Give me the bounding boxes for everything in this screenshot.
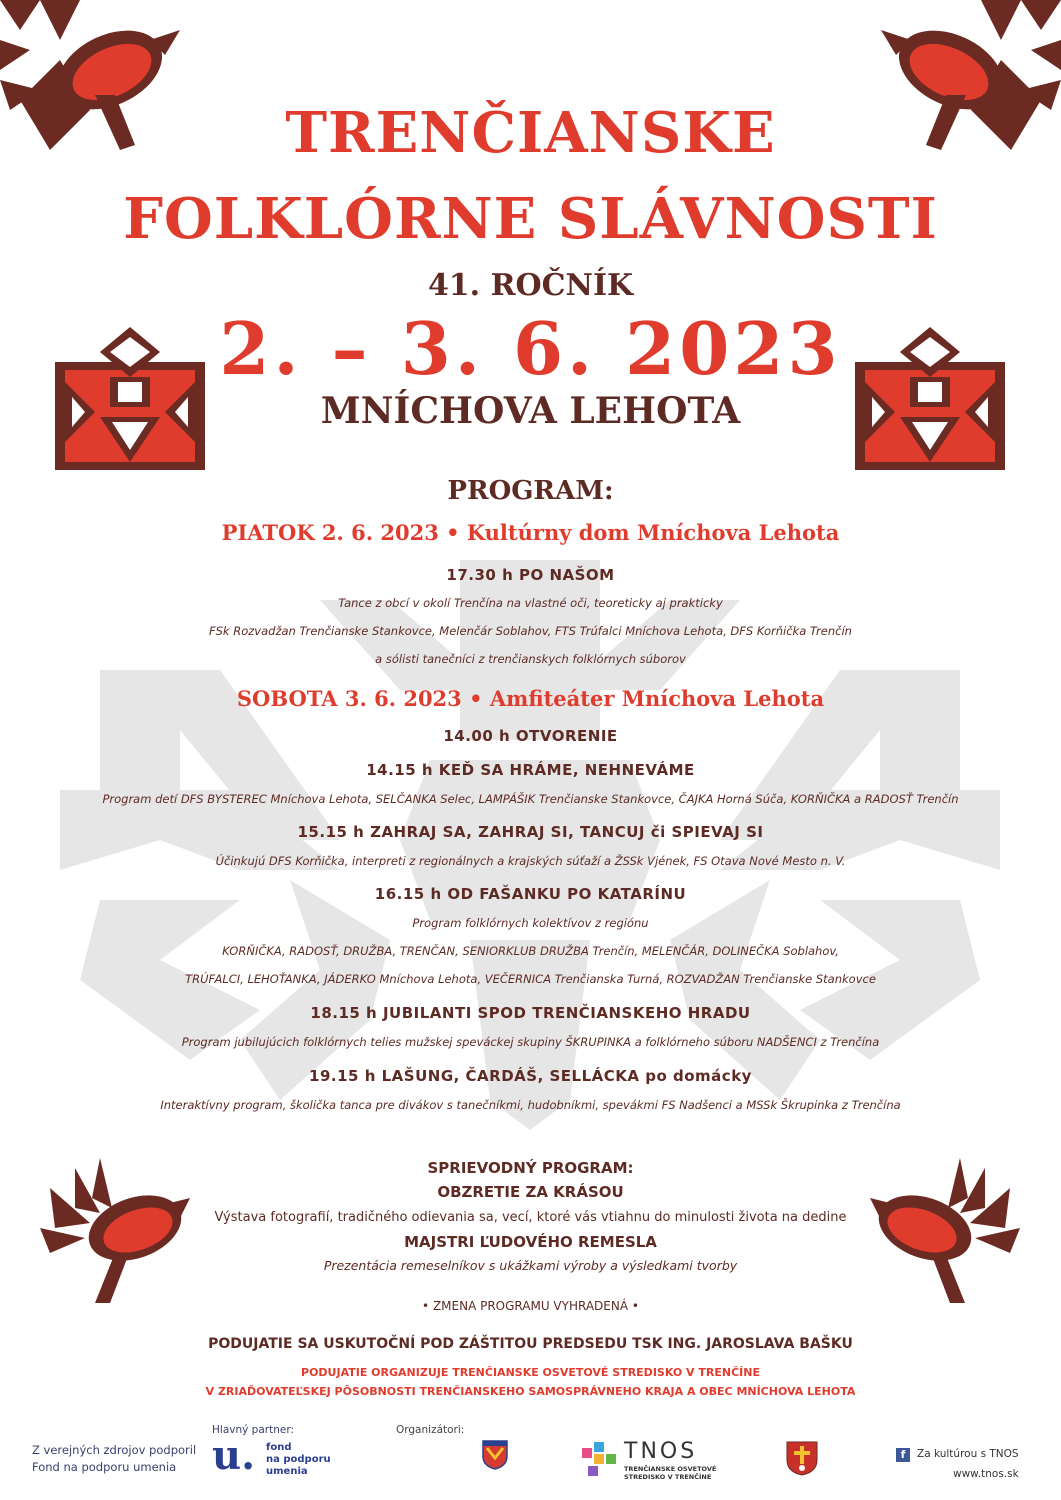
tsk-crest-icon <box>482 1440 508 1470</box>
event-date: 2. – 3. 6. 2023 <box>219 306 842 391</box>
event-desc: Program jubilujúcich folklórnych telies mužskej speváckej skupiny ŠKRUPINKA a folklórneho súboru NADŠENCI z Trenčína <box>181 1035 880 1049</box>
website-link[interactable]: www.tnos.sk <box>953 1468 1019 1480</box>
event-desc: Účinkujú DFS Korňička, interpreti z regionálnych a krajských súťaží a ŽSSk Vjének, FS Otava Nové Mesto n. V. <box>215 854 846 868</box>
side-item-desc: Prezentácia remeselníkov s ukážkami výroby a výsledkami tvorby <box>323 1258 738 1273</box>
event-title: 18.15 h JUBILANTI SPOD TRENČIANSKEHO HRADU <box>310 1004 751 1022</box>
title-line-1: TRENČIANSKE <box>285 100 776 166</box>
side-item-desc: Výstava fotografií, tradičného odievania sa, vecí, ktoré vás vtiahnu do minulosti života na dedine <box>214 1210 847 1225</box>
organizers-label: Organizátori: <box>396 1424 465 1436</box>
fpu-logo-mark: u. <box>212 1432 256 1479</box>
program-heading: PROGRAM: <box>447 476 614 506</box>
edition: 41. ROČNÍK <box>427 268 634 303</box>
event-title: 17.30 h PO NAŠOM <box>446 566 615 584</box>
municipality-crest-icon <box>784 1440 820 1476</box>
fpu-logo-text: fond na podporu umenia <box>266 1442 331 1477</box>
event-title: 14.00 h OTVORENIE <box>443 727 618 745</box>
event-desc: KORŇIČKA, RADOSŤ, DRUŽBA, TRENČAN, SENIORKLUB DRUŽBA Trenčín, MELENČÁR, DOLINEČKA Soblahov, <box>222 944 839 958</box>
side-item-title: OBZRETIE ZA KRÁSOU <box>437 1183 624 1201</box>
event-title: 14.15 h KEĎ SA HRÁME, NEHNEVÁME <box>366 761 695 779</box>
tnos-subtitle: TRENČIANSKE OSVETOVÉ STREDISKO V TRENČÍNE <box>624 1465 717 1481</box>
patronage-text: PODUJATIE SA USKUTOČNÍ POD ZÁŠTITOU PREDSEDU TSK ING. JAROSLAVA BAŠKU <box>208 1336 853 1352</box>
event-title: 15.15 h ZAHRAJ SA, ZAHRAJ SI, TANCUJ či SPIEVAJ SI <box>297 823 764 841</box>
saturday-heading: SOBOTA 3. 6. 2023 • Amfiteáter Mníchova Lehota <box>236 686 825 711</box>
event-title: 16.15 h OD FAŠANKU PO KATARÍNU <box>374 885 687 903</box>
partner-label: Hlavný partner: <box>212 1424 294 1436</box>
side-program-heading: SPRIEVODNÝ PROGRAM: <box>427 1159 634 1177</box>
event-desc: a sólisti tanečníci z trenčianskych folklórnych súborov <box>375 652 686 666</box>
friday-heading: PIATOK 2. 6. 2023 • Kultúrny dom Mníchova Lehota <box>221 520 840 545</box>
title-line-2: FOLKLÓRNE SLÁVNOSTI <box>123 186 938 252</box>
event-desc: Interaktívny program, školička tanca pre divákov s tanečníkmi, hudobníkmi, spevákmi FS Nadšenci a MSSk Škrupinka z Trenčína <box>160 1098 901 1112</box>
organizer-line-1: PODUJATIE ORGANIZUJE TRENČIANSKE OSVETOVÉ STREDISKO V TRENČÍNE <box>301 1366 760 1379</box>
side-item-title: MAJSTRI ĽUDOVÉHO REMESLA <box>404 1233 657 1251</box>
tnos-logo-icon <box>582 1442 622 1478</box>
event-desc: TRÚFALCI, LEHOŤANKA, JÁDERKO Mníchova Lehota, VEČERNICA Trenčianska Turná, ROZVADŽAN Trenčianske Stankovce <box>185 972 876 986</box>
organizer-line-2: V ZRIAĎOVATEĽSKEJ PÔSOBNOSTI TRENČIANSKEHO SAMOSPRÁVNEHO KRAJA A OBEC MNÍCHOVA LEHOTA <box>205 1385 856 1398</box>
social-link[interactable]: Za kultúrou s TNOS <box>917 1448 1019 1460</box>
event-desc: Program folklórnych kolektívov z regiónu <box>412 916 649 930</box>
event-title: 19.15 h LAŠUNG, ČARDÁŠ, SELLÁCKA po domácky <box>309 1067 752 1085</box>
event-place: MNÍCHOVA LEHOTA <box>320 390 741 432</box>
program-change-notice: • ZMENA PROGRAMU VYHRADENÁ • <box>422 1299 639 1313</box>
tnos-name: TNOS <box>624 1439 698 1464</box>
event-desc: FSk Rozvadžan Trenčianske Stankovce, Melenčár Soblahov, FTS Trúfalci Mníchova Lehota, DFS Korňička Trenčín <box>209 624 852 638</box>
facebook-icon[interactable]: f <box>896 1448 910 1462</box>
event-desc: Program detí DFS BYSTEREC Mníchova Lehota, SELČANKA Selec, LAMPÁŠIK Trenčianske Stankovce, ČAJKA Horná Súča, KORŇIČKA a RADOSŤ Trenčín <box>102 792 959 806</box>
funding-note: Z verejných zdrojov podporil Fond na podporu umenia <box>32 1443 197 1474</box>
event-desc: Tance z obcí v okolí Trenčína na vlastné oči, teoreticky aj prakticky <box>338 596 723 610</box>
